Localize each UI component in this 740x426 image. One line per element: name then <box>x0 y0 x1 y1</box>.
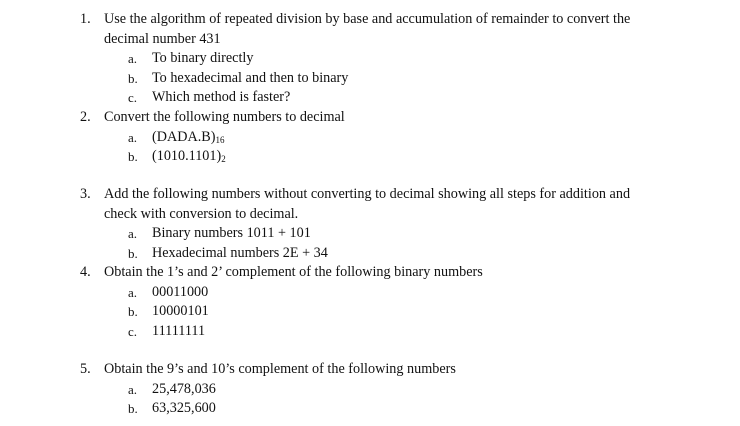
question-text: Use the algorithm of repeated division by base and accumulation of remainder to convert the <box>104 11 631 27</box>
list-item <box>0 88 740 108</box>
item-text: 63,325,600 <box>152 400 216 416</box>
item-text: Binary numbers 1011 + 101 <box>152 225 311 241</box>
question-text: Convert the following numbers to decimal <box>104 109 345 125</box>
question-3 <box>0 185 740 263</box>
item-text: 11111111 <box>152 322 206 339</box>
question-4 <box>0 263 740 341</box>
list-item <box>0 244 740 264</box>
question-text: Obtain the 9’s and 10’s complement of the following numbers <box>104 361 456 377</box>
question-number: 3. <box>80 186 91 202</box>
question-4-line-1 <box>0 263 740 283</box>
item-text-with-base <box>152 128 224 148</box>
list-item <box>0 283 740 303</box>
question-5 <box>0 360 740 419</box>
question-3-line-1 <box>0 185 740 205</box>
question-number: 4. <box>80 264 91 280</box>
item-letter: a. <box>128 226 138 241</box>
question-2-line-1 <box>0 108 740 128</box>
item-letter: a. <box>128 51 138 66</box>
question-number: 2. <box>80 109 91 125</box>
item-text: 00011000 <box>152 283 209 300</box>
item-letter: b. <box>128 304 138 319</box>
item-text: 25,478,036 <box>152 380 216 397</box>
question-number: 1. <box>80 11 91 27</box>
question-3-line-2 <box>0 205 740 225</box>
list-item <box>0 69 740 89</box>
question-text: Add the following numbers without converting to decimal showing all steps for addition and <box>104 186 631 202</box>
item-letter: b. <box>128 245 138 261</box>
item-letter: b. <box>128 149 138 164</box>
list-item <box>0 302 740 322</box>
question-1-line-2 <box>0 30 740 50</box>
list-item <box>0 147 740 167</box>
item-letter: b. <box>128 401 138 416</box>
list-item <box>0 128 740 148</box>
list-item <box>0 399 740 419</box>
list-item <box>0 224 740 244</box>
item-text-with-base <box>152 147 226 167</box>
item-text: (1010.1101) <box>152 148 222 164</box>
item-letter: a. <box>128 381 138 397</box>
item-text: To binary directly <box>152 50 254 66</box>
item-text: Which method is faster? <box>152 89 291 105</box>
item-letter: b. <box>128 70 138 86</box>
question-1-line-1 <box>0 10 740 30</box>
item-letter: c. <box>128 90 138 105</box>
question-text-continued: decimal number 431 <box>104 30 221 47</box>
item-letter: a. <box>128 129 138 145</box>
list-item <box>0 49 740 69</box>
list-item <box>0 322 740 342</box>
question-5-line-1 <box>0 360 740 380</box>
item-text: Hexadecimal numbers 2E + 34 <box>152 244 328 261</box>
question-text: Obtain the 1’s and 2’ complement of the following binary numbers <box>104 264 483 280</box>
question-2 <box>0 108 740 167</box>
item-text: To hexadecimal and then to binary <box>152 69 349 86</box>
list-item <box>0 380 740 400</box>
question-number: 5. <box>80 361 91 377</box>
question-1 <box>0 10 740 108</box>
item-letter: c. <box>128 323 138 339</box>
question-text-continued: check with conversion to decimal. <box>104 205 299 222</box>
base-subscript: 2 <box>221 154 226 164</box>
item-letter: a. <box>128 284 138 300</box>
item-text: (DADA.B) <box>152 128 216 145</box>
base-subscript: 16 <box>215 134 225 145</box>
item-text: 10000101 <box>152 303 209 319</box>
